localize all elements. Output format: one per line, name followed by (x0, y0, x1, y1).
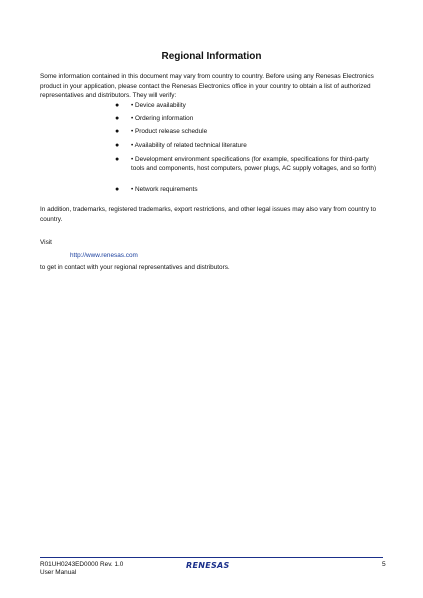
manual-label: User Manual (40, 569, 77, 576)
bullet-icon: ● (115, 156, 120, 163)
document-number: R01UH0243ED0000 Rev. 1.0 (40, 561, 124, 568)
bullet-icon: ● (115, 142, 120, 149)
visit-label: Visit (40, 239, 52, 246)
intro-paragraph: Some information contained in this document may vary from country to country. Before using any Renesas Electronics product in your application, please contact the Renesas Electronics office in your country to obtain a list of authorized representatives and distributors. They will verify: (40, 73, 374, 99)
list-item-text: • Device availability (131, 102, 186, 109)
bullet-icon: ● (115, 115, 120, 122)
list-item-text: • Network requirements (131, 186, 198, 193)
contact-paragraph: to get in contact with your regional representatives and distributors. (40, 264, 230, 271)
page-number: 5 (382, 561, 386, 568)
bullet-icon: ● (115, 102, 120, 109)
list-item-text: • Ordering information (131, 115, 194, 122)
renesas-logo: RENESAS (186, 561, 230, 570)
list-item-text: • Development environment specifications (for example, specifications for third-party tools and components, host computers, power plugs, AC supply voltages, and so forth) (131, 156, 377, 172)
list-item-text: • Availability of related technical literature (131, 142, 247, 149)
page-title: Regional Information (161, 51, 262, 62)
bullet-icon: ● (115, 186, 120, 193)
website-link[interactable]: http://www.renesas.com (70, 252, 138, 259)
bullet-icon: ● (115, 128, 120, 135)
list-item-text: • Product release schedule (131, 128, 208, 135)
closing-paragraph: In addition, trademarks, registered trademarks, export restrictions, and other legal issues may also vary from country to country. (40, 206, 377, 223)
footer-divider (40, 557, 383, 558)
